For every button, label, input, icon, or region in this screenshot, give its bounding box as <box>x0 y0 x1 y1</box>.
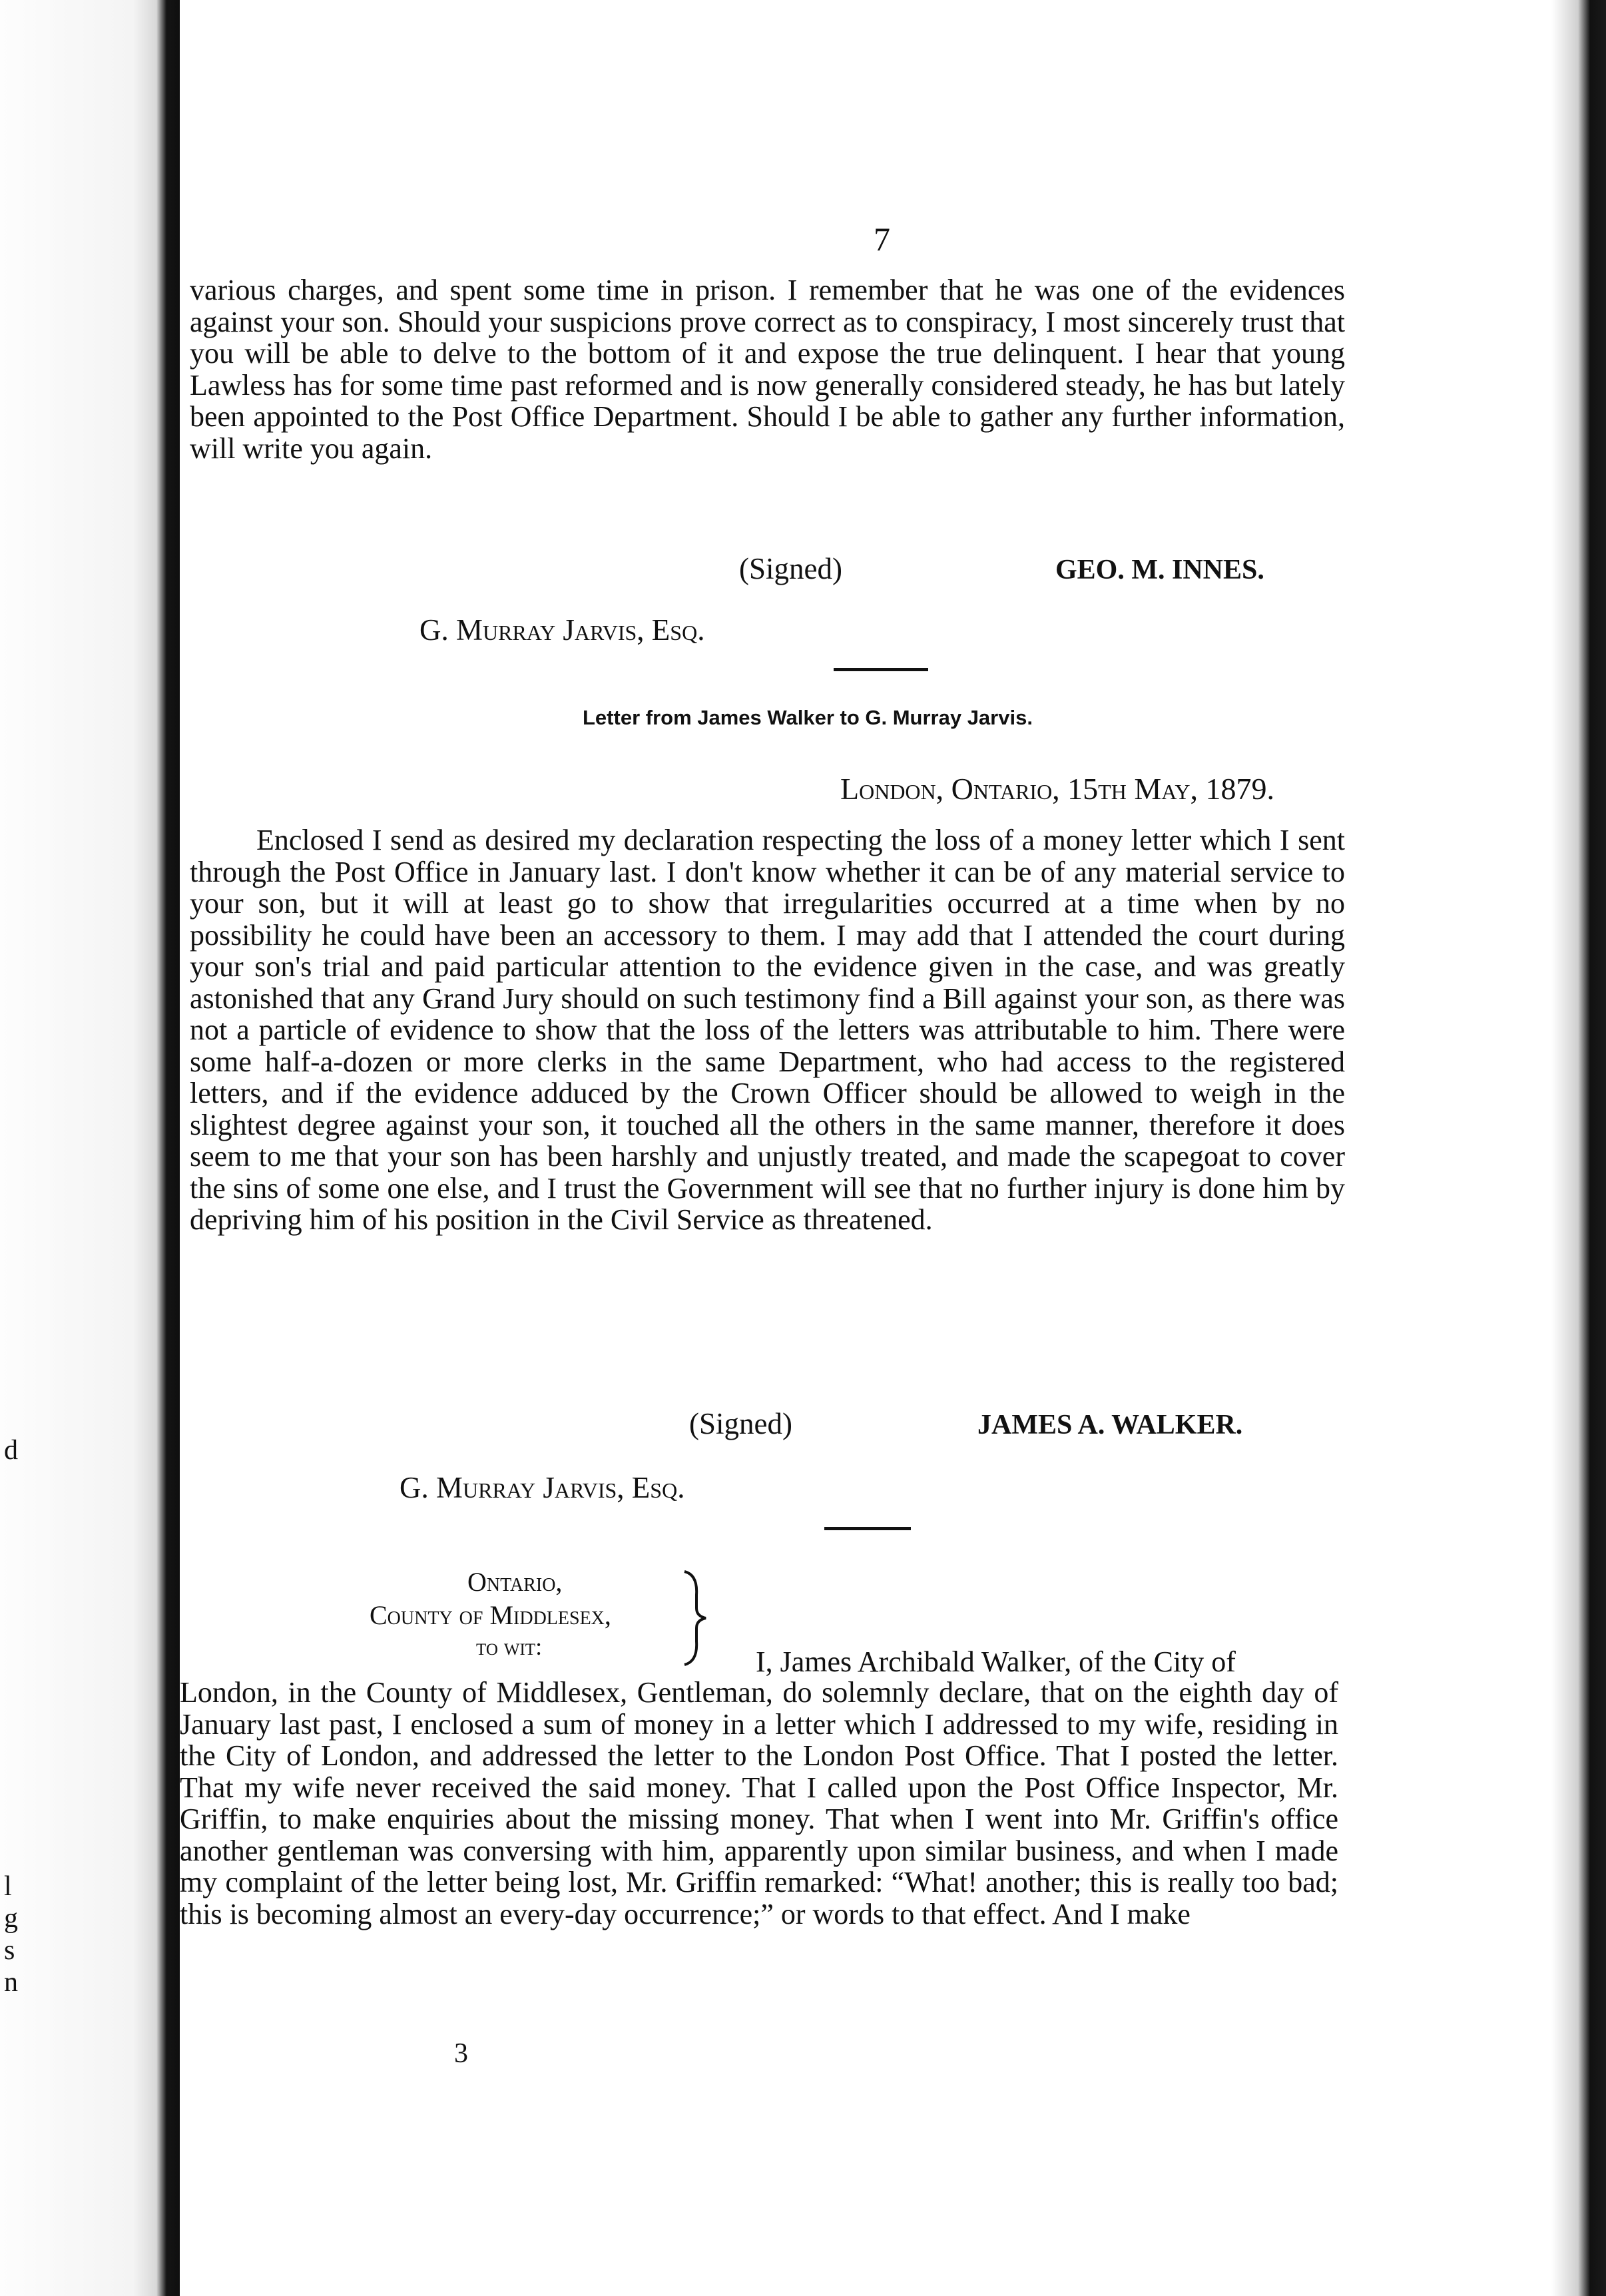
page-number: 7 <box>874 220 890 258</box>
facing-page-fragment: g <box>4 1903 18 1934</box>
facing-page-fragment: l <box>4 1871 12 1902</box>
declaration-first-line: I, James Archibald Walker, of the City of <box>756 1645 1236 1678</box>
addressee: G. Murray Jarvis, Esq. <box>419 613 705 647</box>
facing-page-fragment: n <box>4 1967 18 1998</box>
signed-label: (Signed) <box>689 1407 792 1440</box>
venue-ontario: Ontario, <box>467 1567 563 1597</box>
section-divider <box>834 668 928 671</box>
signatory-name: GEO. M. INNES. <box>1055 555 1264 585</box>
letter-heading: Letter from James Walker to G. Murray Jarvis. <box>583 706 1033 729</box>
section-divider <box>824 1527 911 1530</box>
signed-label: (Signed) <box>739 552 842 585</box>
facing-page-fragment: s <box>4 1935 15 1966</box>
signatory-name: JAMES A. WALKER. <box>977 1410 1243 1440</box>
letter-body: Enclosed I send as desired my declaration respecting the loss of a money letter which I sent through the Post Office in January last. I don't know whether it can be of any material service to your son, but it will at least go to show that irregularities occurred at a time when by no possibility he could have been an accessory to them. I may add that I attended the court during your son's trial and paid particular attention to the evidence given in the case, and was greatly astonished that any Grand Jury should on such testimony find a Bill against your son, as there was not a particle of evidence to show that the loss of the letters was attributable to him. There were some half-a-dozen or more clerks in the same Department, who had access to the registered letters, and if the evidence adduced by the Crown Officer should be allowed to weigh in the slightest degree against your son, it touched all the others in the same manner, therefore it does seem to me that your son has been harshly and unjustly treated, and made the scapegoat to cover the sins of some one else, and I trust the Government will see that no further injury is done him by depriving him of his position in the Civil Service as threatened. <box>190 824 1345 1236</box>
venue-brace <box>678 1568 718 1668</box>
venue-to-wit: to wit: <box>476 1633 543 1660</box>
facing-page-edge <box>0 0 27 2296</box>
signature-mark: 3 <box>454 2038 468 2069</box>
paragraph-continuation: various charges, and spent some time in prison. I remember that he was one of the evidences against your son. Should your suspicions prove correct as to conspiracy, I most sincerely trust that you will be able to delve to the bottom of it and expose the true delinquent. I hear that young Lawless has for some time past reformed and is now generally considered steady, he has but lately been appointed to the Post Office Department. Should I be able to gather any further information, will write you again. <box>190 274 1345 465</box>
binding-gutter <box>0 0 180 2296</box>
venue-county: County of Middlesex, <box>370 1600 611 1630</box>
dateline: London, Ontario, 15th May, 1879. <box>840 772 1275 806</box>
addressee: G. Murray Jarvis, Esq. <box>400 1471 685 1504</box>
page-edge-shadow <box>1551 0 1606 2296</box>
declaration-body: London, in the County of Middlesex, Gentleman, do solemnly declare, that on the eighth day of January last past, I enclosed a sum of money in a letter which I addressed to my wife, residing in the City of London, and addressed the letter to the London Post Office. That I posted the letter. That my wife never received the said money. That I called upon the Post Office Inspector, Mr. Griffin, to make enquiries about the missing money. That when I went into Mr. Griffin's office another gentleman was conversing with him, apparently upon similar business, and when I made my complaint of the letter being lost, Mr. Griffin remarked: “What! another; this is really too bad; this is becoming almost an every-day occurrence;” or words to that effect. And I make <box>180 1676 1338 1930</box>
facing-page-fragment: d <box>4 1435 18 1466</box>
